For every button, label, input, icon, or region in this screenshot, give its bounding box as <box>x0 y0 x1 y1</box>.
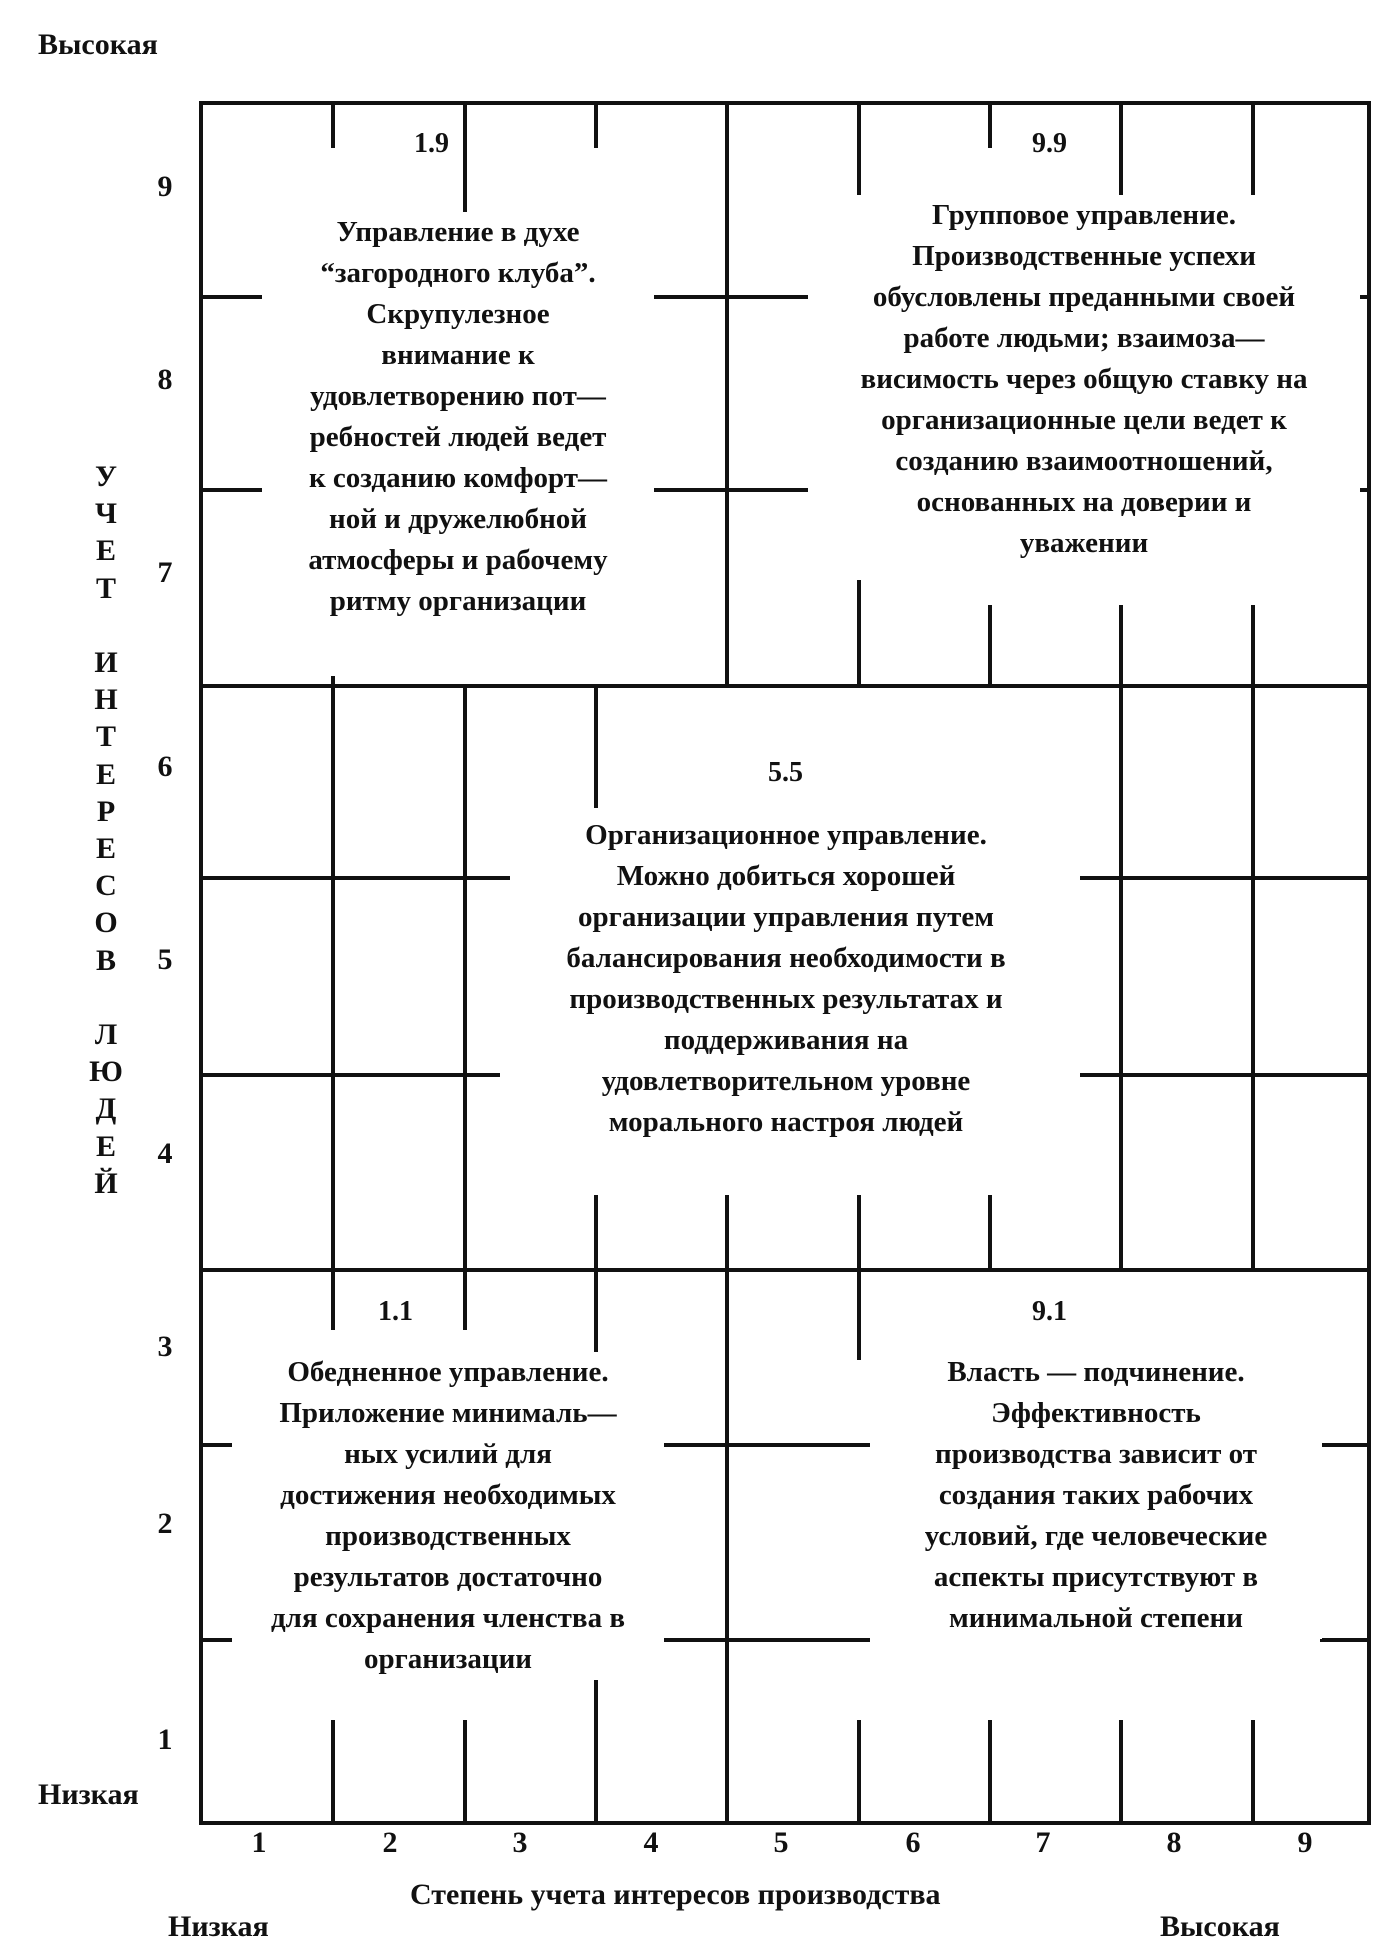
style-description-5-5 <box>510 815 1062 1143</box>
y-tick: 8 <box>157 363 173 396</box>
desc-line: работе людьми; взаимоза— <box>903 322 1265 354</box>
style-description-1-1 <box>232 1352 664 1680</box>
y-tick: 9 <box>157 170 173 203</box>
y-axis-title-letter <box>86 607 126 644</box>
y-axis-title-letter: Й <box>94 1166 118 1200</box>
y-tick: 2 <box>157 1507 173 1540</box>
desc-line: Скрупулезное <box>366 298 550 330</box>
x-tick: 9 <box>1297 1826 1313 1859</box>
y-tick: 7 <box>157 556 173 589</box>
desc-line: висимость через общую ставку на <box>860 363 1308 395</box>
desc-line: производственных <box>325 1520 571 1552</box>
x-tick: 4 <box>643 1826 659 1859</box>
desc-line: поддерживания на <box>663 1024 909 1056</box>
desc-line: Групповое управление. <box>932 199 1236 231</box>
x-tick: 3 <box>512 1826 528 1859</box>
desc-line: основанных на доверии и <box>916 486 1252 518</box>
desc-line: ребностей людей ведет <box>309 421 607 453</box>
y-axis-title-letter: Е <box>95 534 116 568</box>
desc-line: ритму организации <box>329 585 587 617</box>
style-code-9-9: 9.9 <box>1026 128 1073 160</box>
y-axis-title-letter: Е <box>95 1129 116 1163</box>
desc-line: Организационное управление. <box>585 819 987 851</box>
desc-line: для сохранения членства в <box>271 1602 625 1634</box>
y-axis-title <box>86 458 126 1202</box>
desc-line: ных усилий для <box>344 1438 552 1470</box>
x-axis-title: Степень учета интересов производства <box>410 1878 941 1911</box>
desc-line: аспекты присутствуют в <box>933 1561 1259 1593</box>
y-tick: 6 <box>157 750 173 783</box>
style-description-9-9 <box>808 195 1360 564</box>
y-axis-title-letter: Е <box>95 757 116 791</box>
y-axis-title-letter: С <box>95 869 117 903</box>
desc-line: атмосферы и рабочему <box>308 544 608 576</box>
desc-line: удовлетворению пот— <box>310 380 606 412</box>
y-axis-title-letter: Л <box>94 1018 118 1052</box>
y-tick: 5 <box>157 943 173 976</box>
desc-line: ной и дружелюбной <box>328 503 588 535</box>
y-axis-title-letter: Е <box>95 832 116 866</box>
desc-line: балансирования необходимости в <box>566 942 1006 974</box>
y-axis-title-letter: Н <box>94 683 118 717</box>
y-axis-title-letter: Т <box>95 571 116 605</box>
desc-line: результатов достаточно <box>293 1561 603 1593</box>
y-axis-title-letter: Ю <box>89 1055 123 1089</box>
style-description-9-1 <box>870 1352 1322 1639</box>
desc-line: Эффективность <box>991 1397 1201 1429</box>
desc-line: Можно добиться хорошей <box>616 860 956 892</box>
x-tick: 8 <box>1166 1826 1182 1859</box>
y-axis-title-letter: Ч <box>94 497 118 531</box>
desc-line: удовлетворительном уровне <box>601 1065 971 1097</box>
x-tick: 5 <box>773 1826 789 1859</box>
desc-line: условий, где человеческие <box>924 1520 1268 1552</box>
desc-line: морального настроя людей <box>608 1106 964 1138</box>
desc-line: производства зависит от <box>935 1438 1257 1470</box>
desc-line: обусловлены преданными своей <box>872 281 1296 313</box>
desc-line: производственных результатах и <box>569 983 1003 1015</box>
x-tick: 7 <box>1035 1826 1051 1859</box>
desc-line: Власть — подчинение. <box>947 1356 1245 1388</box>
y-axis-title-letter <box>86 979 126 1016</box>
y-axis-title-letter: У <box>94 460 118 493</box>
desc-line: созданию взаимоотношений, <box>895 445 1273 477</box>
y-axis-low-label: Низкая <box>38 1778 139 1811</box>
style-description-1-9 <box>262 212 654 622</box>
desc-line: организации управления путем <box>578 901 994 933</box>
y-axis-title-letter: Р <box>96 794 116 828</box>
desc-line: Производственные успехи <box>912 240 1256 272</box>
y-tick: 3 <box>157 1330 173 1363</box>
desc-line: минимальной степени <box>949 1602 1243 1634</box>
y-axis-high-label: Высокая <box>38 28 158 61</box>
style-code-5-5: 5.5 <box>762 757 809 789</box>
y-tick: 1 <box>157 1723 173 1756</box>
y-tick: 4 <box>157 1137 173 1170</box>
desc-line: Управление в духе <box>336 216 580 248</box>
desc-line: организационные цели ведет к <box>881 404 1287 436</box>
y-axis-title-letter: О <box>94 906 118 940</box>
desc-line: Обедненное управление. <box>287 1356 609 1388</box>
y-axis-title-letter: И <box>94 646 118 680</box>
style-code-1-1: 1.1 <box>372 1296 419 1328</box>
desc-line: “загородного клуба”. <box>320 257 596 289</box>
desc-line: организации <box>364 1643 532 1675</box>
y-axis-title-letter: Д <box>95 1092 117 1126</box>
desc-line: Приложение минималь— <box>279 1397 617 1429</box>
desc-line: внимание к <box>381 339 535 371</box>
x-tick: 2 <box>382 1826 398 1859</box>
y-axis-title-letter: Т <box>95 720 116 754</box>
style-code-1-9: 1.9 <box>408 128 455 160</box>
y-axis-title-letter: В <box>95 943 116 977</box>
desc-line: достижения необходимых <box>280 1479 616 1511</box>
x-axis-low-label: Низкая <box>168 1910 269 1943</box>
style-code-9-1: 9.1 <box>1026 1296 1073 1328</box>
desc-line: уважении <box>1019 527 1149 559</box>
x-axis-high-label: Высокая <box>1160 1910 1280 1943</box>
x-tick: 1 <box>251 1826 267 1859</box>
desc-line: создания таких рабочих <box>938 1479 1254 1511</box>
desc-line: к созданию комфорт— <box>308 462 608 494</box>
x-tick: 6 <box>905 1826 921 1859</box>
